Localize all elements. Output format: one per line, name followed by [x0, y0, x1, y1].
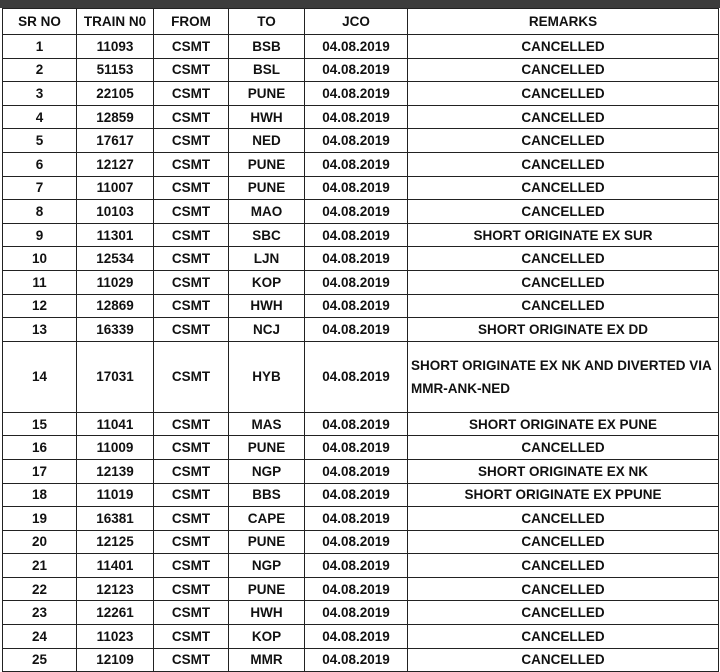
cell-remarks: SHORT ORIGINATE EX NK	[408, 459, 719, 483]
table-row	[3, 35, 719, 59]
cell-to: SBC	[229, 223, 305, 247]
table-row	[3, 294, 719, 318]
cell-from: CSMT	[154, 58, 229, 82]
cell-sr-no: 19	[3, 507, 77, 531]
cell-jco: 04.08.2019	[305, 200, 408, 224]
cell-remarks: CANCELLED	[408, 530, 719, 554]
table-row	[3, 530, 719, 554]
header-row	[3, 9, 719, 35]
cell-jco: 04.08.2019	[305, 554, 408, 578]
cell-jco: 04.08.2019	[305, 483, 408, 507]
cell-to: NCJ	[229, 318, 305, 342]
table-row	[3, 318, 719, 342]
cell-from: CSMT	[154, 105, 229, 129]
cell-sr-no: 21	[3, 554, 77, 578]
table-row	[3, 601, 719, 625]
cell-jco: 04.08.2019	[305, 341, 408, 412]
cell-sr-no: 25	[3, 648, 77, 672]
cell-to: BBS	[229, 483, 305, 507]
cell-jco: 04.08.2019	[305, 436, 408, 460]
cell-to: PUNE	[229, 82, 305, 106]
cell-sr-no: 8	[3, 200, 77, 224]
table-row	[3, 459, 719, 483]
cell-sr-no: 15	[3, 412, 77, 436]
cell-sr-no: 20	[3, 530, 77, 554]
cell-remarks: CANCELLED	[408, 554, 719, 578]
table-row	[3, 176, 719, 200]
cell-train-no: 10103	[77, 200, 154, 224]
cell-to: HWH	[229, 601, 305, 625]
cell-from: CSMT	[154, 270, 229, 294]
table-row	[3, 412, 719, 436]
table-row	[3, 200, 719, 224]
cell-train-no: 51153	[77, 58, 154, 82]
table-row	[3, 625, 719, 649]
table-row	[3, 82, 719, 106]
cell-remarks: CANCELLED	[408, 176, 719, 200]
cell-sr-no: 13	[3, 318, 77, 342]
table-row	[3, 554, 719, 578]
cell-train-no: 12869	[77, 294, 154, 318]
cell-from: CSMT	[154, 200, 229, 224]
cell-remarks: CANCELLED	[408, 247, 719, 271]
cell-jco: 04.08.2019	[305, 412, 408, 436]
cell-sr-no: 14	[3, 341, 77, 412]
cell-to: MAO	[229, 200, 305, 224]
table-row	[3, 58, 719, 82]
cell-to: BSB	[229, 35, 305, 59]
col-train-no: TRAIN N0	[77, 9, 154, 35]
cell-train-no: 12261	[77, 601, 154, 625]
table-row	[3, 648, 719, 672]
cell-train-no: 16381	[77, 507, 154, 531]
cell-jco: 04.08.2019	[305, 129, 408, 153]
cell-jco: 04.08.2019	[305, 247, 408, 271]
cell-train-no: 16339	[77, 318, 154, 342]
cell-sr-no: 17	[3, 459, 77, 483]
cell-train-no: 17031	[77, 341, 154, 412]
cell-from: CSMT	[154, 507, 229, 531]
cell-from: CSMT	[154, 412, 229, 436]
col-from: FROM	[154, 9, 229, 35]
cell-train-no: 11301	[77, 223, 154, 247]
table-row	[3, 436, 719, 460]
cell-from: CSMT	[154, 318, 229, 342]
cell-sr-no: 2	[3, 58, 77, 82]
cell-from: CSMT	[154, 247, 229, 271]
cell-to: LJN	[229, 247, 305, 271]
cell-remarks: CANCELLED	[408, 105, 719, 129]
cell-to: KOP	[229, 270, 305, 294]
cell-remarks: CANCELLED	[408, 436, 719, 460]
cell-jco: 04.08.2019	[305, 318, 408, 342]
cell-train-no: 11009	[77, 436, 154, 460]
cell-remarks: CANCELLED	[408, 129, 719, 153]
cell-sr-no: 18	[3, 483, 77, 507]
cell-train-no: 17617	[77, 129, 154, 153]
cell-train-no: 11401	[77, 554, 154, 578]
cell-to: NGP	[229, 459, 305, 483]
cell-jco: 04.08.2019	[305, 294, 408, 318]
cell-jco: 04.08.2019	[305, 223, 408, 247]
table-row	[3, 507, 719, 531]
cell-to: PUNE	[229, 176, 305, 200]
table-row	[3, 270, 719, 294]
col-to: TO	[229, 9, 305, 35]
table-body	[3, 35, 719, 672]
cell-sr-no: 1	[3, 35, 77, 59]
col-jco: JCO	[305, 9, 408, 35]
cell-from: CSMT	[154, 601, 229, 625]
cell-from: CSMT	[154, 459, 229, 483]
cell-from: CSMT	[154, 176, 229, 200]
cell-remarks: CANCELLED	[408, 601, 719, 625]
cell-train-no: 11019	[77, 483, 154, 507]
cell-to: MAS	[229, 412, 305, 436]
cell-to: BSL	[229, 58, 305, 82]
cell-sr-no: 3	[3, 82, 77, 106]
cell-train-no: 11023	[77, 625, 154, 649]
cell-sr-no: 9	[3, 223, 77, 247]
cell-from: CSMT	[154, 625, 229, 649]
cell-train-no: 12859	[77, 105, 154, 129]
cell-sr-no: 10	[3, 247, 77, 271]
table-row	[3, 341, 719, 412]
cell-remarks: SHORT ORIGINATE EX SUR	[408, 223, 719, 247]
cell-from: CSMT	[154, 341, 229, 412]
cell-from: CSMT	[154, 530, 229, 554]
cell-sr-no: 12	[3, 294, 77, 318]
cell-sr-no: 7	[3, 176, 77, 200]
cell-jco: 04.08.2019	[305, 601, 408, 625]
table-row	[3, 247, 719, 271]
cell-jco: 04.08.2019	[305, 82, 408, 106]
cell-to: KOP	[229, 625, 305, 649]
cell-to: NGP	[229, 554, 305, 578]
cell-train-no: 12127	[77, 152, 154, 176]
cell-from: CSMT	[154, 129, 229, 153]
cell-jco: 04.08.2019	[305, 625, 408, 649]
cell-jco: 04.08.2019	[305, 152, 408, 176]
cell-to: CAPE	[229, 507, 305, 531]
cell-to: PUNE	[229, 577, 305, 601]
cell-remarks: SHORT ORIGINATE EX PPUNE	[408, 483, 719, 507]
cell-sr-no: 24	[3, 625, 77, 649]
cell-from: CSMT	[154, 483, 229, 507]
cell-from: CSMT	[154, 35, 229, 59]
cell-remarks: CANCELLED	[408, 200, 719, 224]
cell-remarks: SHORT ORIGINATE EX NK AND DIVERTED VIA MMR-ANK-NED	[408, 341, 719, 412]
cell-jco: 04.08.2019	[305, 459, 408, 483]
cell-remarks: CANCELLED	[408, 648, 719, 672]
cell-remarks: CANCELLED	[408, 270, 719, 294]
cell-remarks: CANCELLED	[408, 152, 719, 176]
cell-to: PUNE	[229, 152, 305, 176]
cell-from: CSMT	[154, 554, 229, 578]
col-sr-no: SR NO	[3, 9, 77, 35]
cell-jco: 04.08.2019	[305, 270, 408, 294]
cell-sr-no: 4	[3, 105, 77, 129]
cell-jco: 04.08.2019	[305, 58, 408, 82]
cell-from: CSMT	[154, 648, 229, 672]
cell-jco: 04.08.2019	[305, 105, 408, 129]
cell-remarks: CANCELLED	[408, 82, 719, 106]
cell-to: PUNE	[229, 436, 305, 460]
cell-jco: 04.08.2019	[305, 176, 408, 200]
table-row	[3, 152, 719, 176]
cell-sr-no: 23	[3, 601, 77, 625]
cell-sr-no: 6	[3, 152, 77, 176]
col-remarks: REMARKS	[408, 9, 719, 35]
table-row	[3, 577, 719, 601]
cell-train-no: 12139	[77, 459, 154, 483]
cell-train-no: 12109	[77, 648, 154, 672]
cell-to: MMR	[229, 648, 305, 672]
cell-jco: 04.08.2019	[305, 530, 408, 554]
cell-to: HYB	[229, 341, 305, 412]
table-row	[3, 129, 719, 153]
cell-train-no: 12534	[77, 247, 154, 271]
cell-jco: 04.08.2019	[305, 35, 408, 59]
cell-jco: 04.08.2019	[305, 577, 408, 601]
cell-remarks: CANCELLED	[408, 58, 719, 82]
cell-train-no: 22105	[77, 82, 154, 106]
cell-to: PUNE	[229, 530, 305, 554]
cell-train-no: 12125	[77, 530, 154, 554]
cell-train-no: 11007	[77, 176, 154, 200]
cell-to: NED	[229, 129, 305, 153]
cell-from: CSMT	[154, 577, 229, 601]
cell-remarks: CANCELLED	[408, 577, 719, 601]
cell-train-no: 11041	[77, 412, 154, 436]
cell-remarks: SHORT ORIGINATE EX DD	[408, 318, 719, 342]
train-schedule-table	[2, 8, 719, 672]
cell-from: CSMT	[154, 436, 229, 460]
cell-jco: 04.08.2019	[305, 507, 408, 531]
cell-jco: 04.08.2019	[305, 648, 408, 672]
cell-train-no: 11029	[77, 270, 154, 294]
cell-sr-no: 22	[3, 577, 77, 601]
top-dark-bar	[0, 0, 720, 8]
cell-remarks: CANCELLED	[408, 294, 719, 318]
cell-sr-no: 11	[3, 270, 77, 294]
cell-from: CSMT	[154, 152, 229, 176]
table-row	[3, 223, 719, 247]
cell-to: HWH	[229, 105, 305, 129]
table-row	[3, 483, 719, 507]
cell-from: CSMT	[154, 82, 229, 106]
cell-from: CSMT	[154, 294, 229, 318]
cell-to: HWH	[229, 294, 305, 318]
cell-train-no: 11093	[77, 35, 154, 59]
table-row	[3, 105, 719, 129]
cell-remarks: SHORT ORIGINATE EX PUNE	[408, 412, 719, 436]
cell-remarks: CANCELLED	[408, 507, 719, 531]
cell-sr-no: 5	[3, 129, 77, 153]
cell-from: CSMT	[154, 223, 229, 247]
cell-remarks: CANCELLED	[408, 35, 719, 59]
cell-train-no: 12123	[77, 577, 154, 601]
cell-remarks: CANCELLED	[408, 625, 719, 649]
cell-sr-no: 16	[3, 436, 77, 460]
